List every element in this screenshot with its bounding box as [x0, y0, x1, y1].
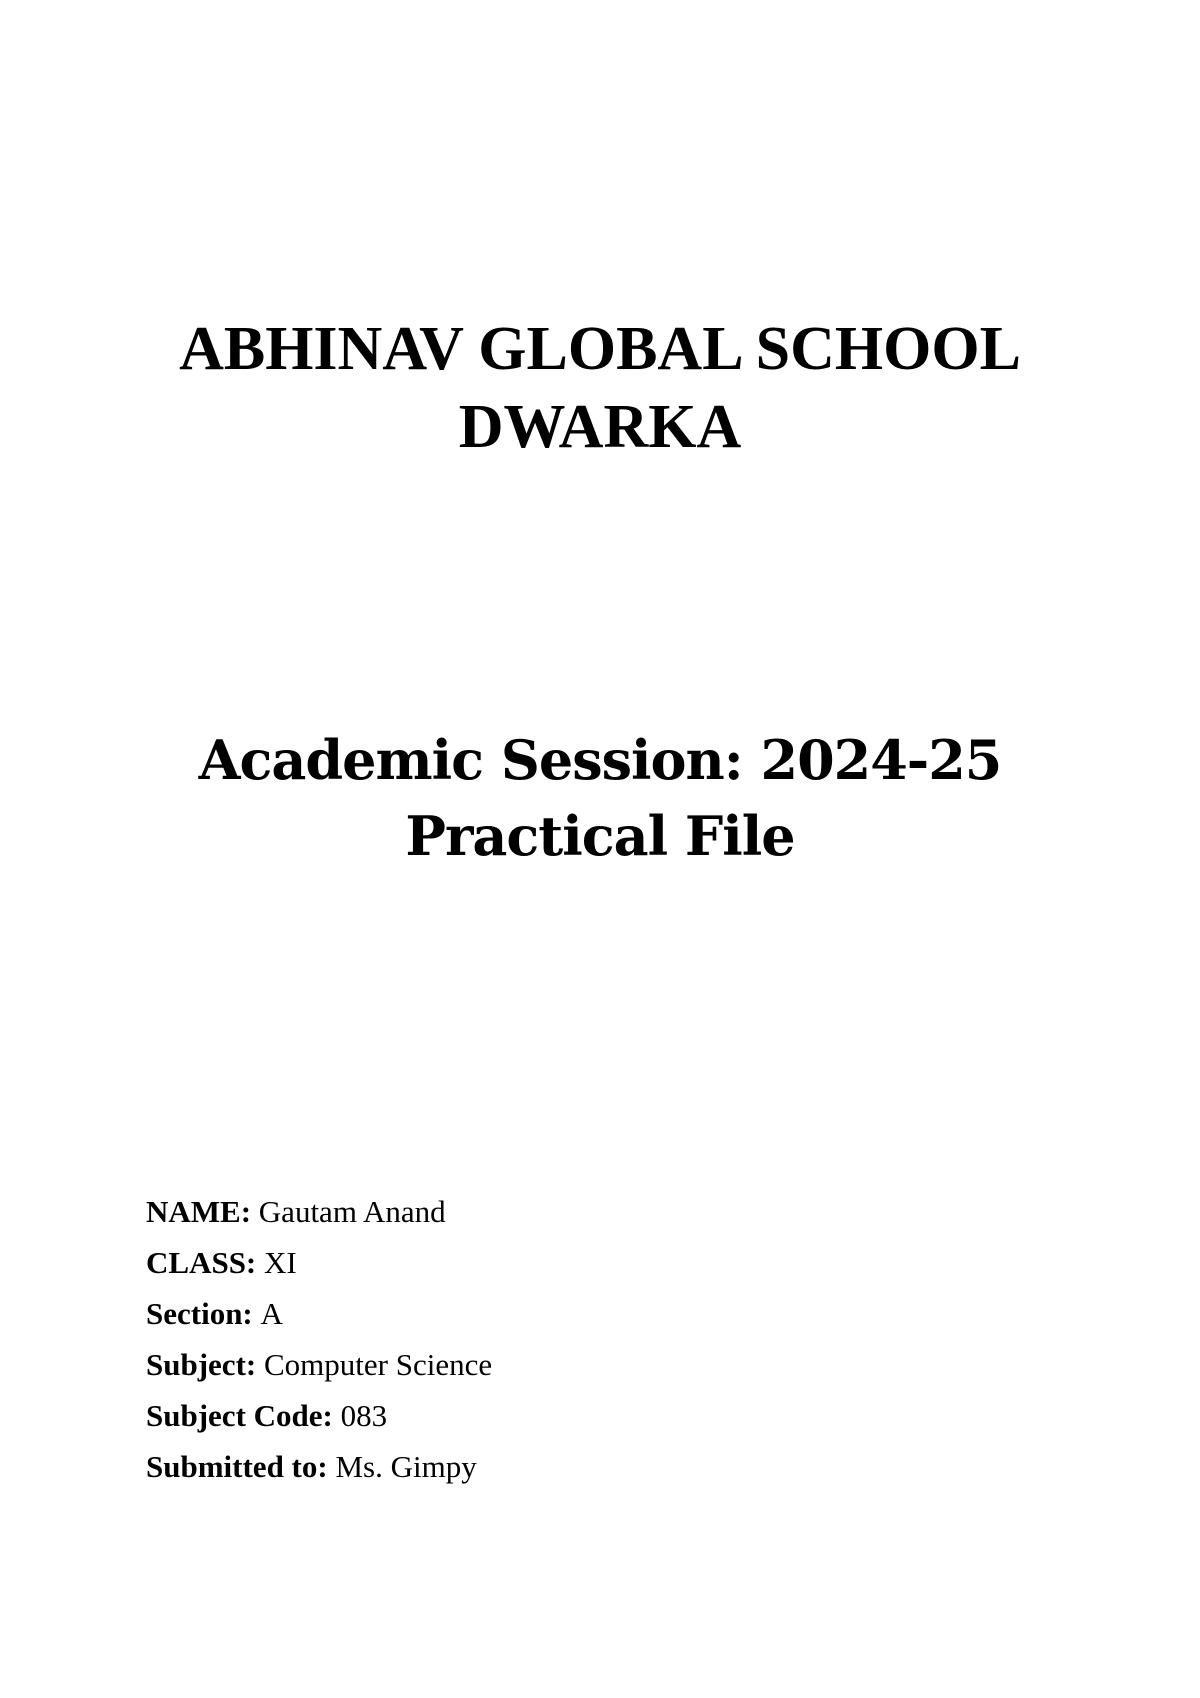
name-value: Gautam Anand — [258, 1194, 446, 1229]
detail-row-submitted-to — [146, 1441, 492, 1492]
academic-session: Academic Session: 2024-25 — [198, 728, 1002, 792]
school-location-line: DWARKA — [458, 393, 742, 461]
name-label: NAME: — [146, 1194, 259, 1229]
detail-row-name — [146, 1186, 492, 1237]
school-title — [0, 310, 1200, 466]
subject-code-label: Subject Code: — [146, 1398, 341, 1433]
detail-row-subject-code — [146, 1390, 492, 1441]
detail-row-section — [146, 1288, 492, 1339]
subject-label: Subject: — [146, 1347, 264, 1382]
subject-value: Computer Science — [263, 1347, 493, 1382]
class-label: CLASS: — [146, 1245, 265, 1280]
subject-code-value: 083 — [340, 1398, 388, 1433]
school-name-line: ABHINAV GLOBAL SCHOOL — [179, 315, 1021, 383]
session-heading — [0, 722, 1200, 874]
file-title: Practical File — [405, 804, 795, 868]
section-label: Section: — [146, 1296, 261, 1331]
student-details — [146, 1186, 492, 1492]
detail-row-class — [146, 1237, 492, 1288]
detail-row-subject — [146, 1339, 492, 1390]
submitted-to-value: Ms. Gimpy — [335, 1449, 477, 1484]
class-value: XI — [264, 1245, 297, 1280]
submitted-to-label: Submitted to: — [146, 1449, 336, 1484]
section-value: A — [260, 1296, 283, 1331]
